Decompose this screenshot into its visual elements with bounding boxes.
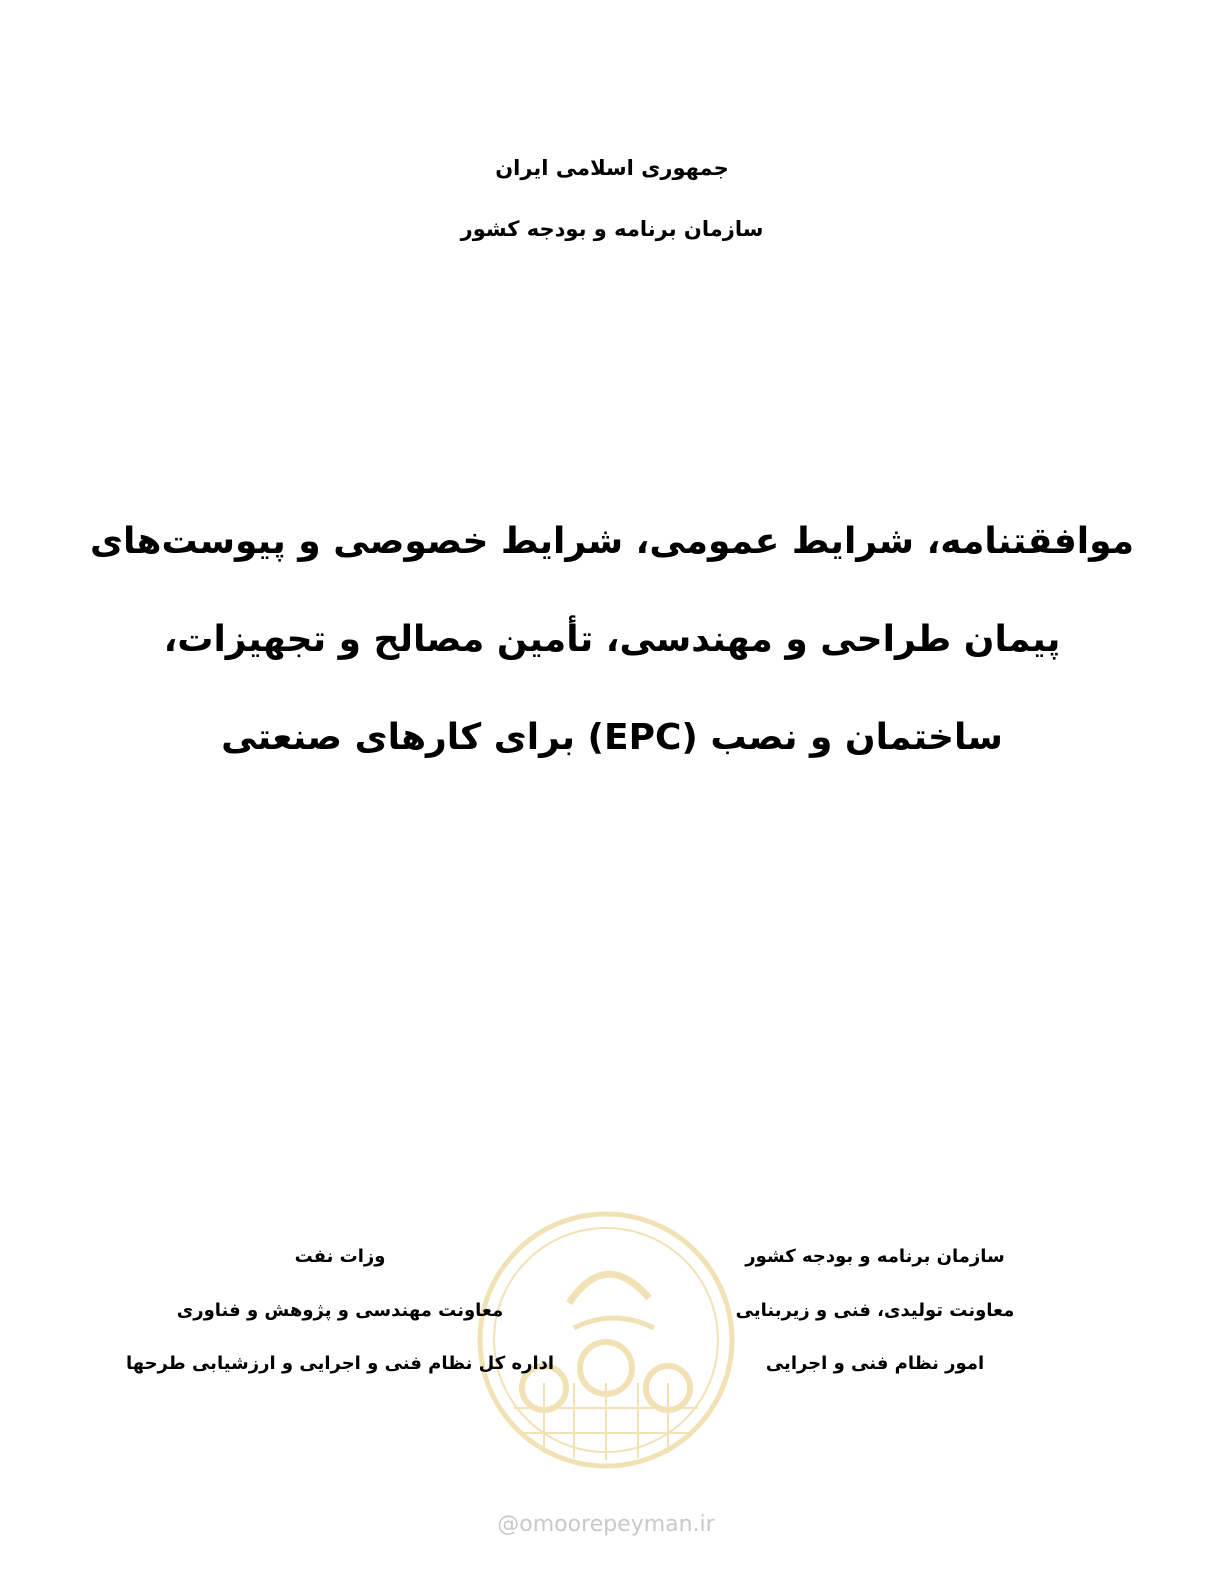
left-issuer-line-1: وزات نفت bbox=[294, 1246, 386, 1267]
document-title-line-1: موافقتنامه، شرایط عمومی، شرایط خصوصی و پیوست‌های bbox=[89, 521, 1135, 562]
document-title-line-3: ساختمان و نصب (EPC) برای کارهای صنعتی bbox=[221, 717, 1003, 758]
left-issuer-line-3: اداره کل نظام فنی و اجرایی و ارزشیابی طرحها bbox=[125, 1353, 555, 1374]
document-title-line-2: پیمان طراحی و مهندسی، تأمین مصالح و تجهیزات، bbox=[163, 619, 1061, 660]
organization-name: سازمان برنامه و بودجه کشور bbox=[460, 217, 764, 241]
country-name: جمهوری اسلامی ایران bbox=[495, 156, 729, 180]
right-issuer-line-2: معاونت تولیدی، فنی و زیربنایی bbox=[735, 1300, 1015, 1321]
right-issuer-line-3: امور نظام فنی و اجرایی bbox=[765, 1353, 985, 1374]
left-issuer-line-2: معاونت مهندسی و پژوهش و فناوری bbox=[176, 1300, 504, 1321]
watermark-site-text: @omoorepeyman.ir bbox=[497, 1512, 715, 1537]
right-issuer-line-1: سازمان برنامه و بودجه کشور bbox=[745, 1246, 1005, 1267]
